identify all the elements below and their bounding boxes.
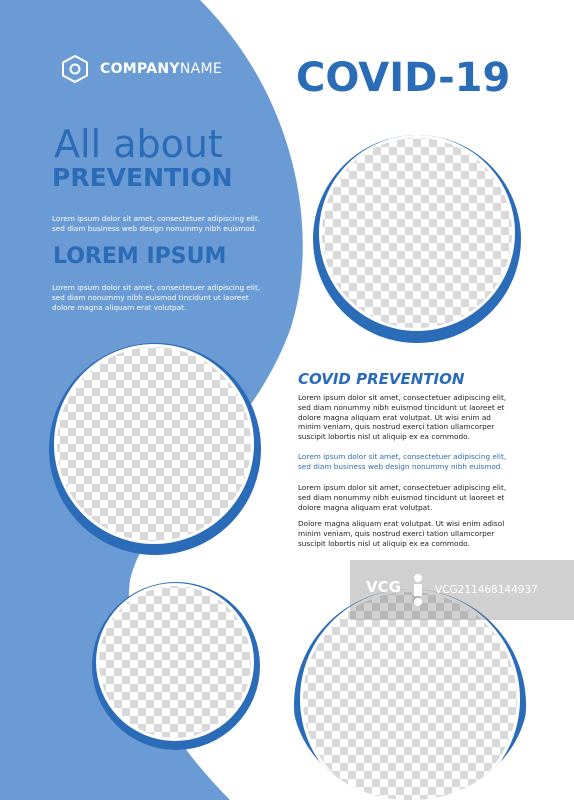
prevention-paragraph-3 — [298, 519, 504, 548]
text-line: sed diam business web design nonummy nibh euismod. — [298, 461, 503, 471]
hexagon-icon — [62, 55, 88, 83]
text-line: dolore magna aliquam erat volutpat. — [52, 303, 187, 312]
headline-all-about: All about — [54, 122, 223, 166]
watermark-mark-icon — [405, 572, 431, 608]
text-line: Lorem ipsum dolor sit amet, consectetuer adipiscing elit, — [52, 214, 261, 223]
page-title: COVID-19 — [296, 55, 511, 101]
watermark — [350, 560, 574, 620]
text-line: suscipit lobortis nisl ut aliquip ex ea commodo. — [298, 538, 470, 548]
text-line: suscipit lobortis nisl ut aliquip ex ea commodo. — [298, 432, 470, 442]
text-line: sed diam business web design nonummy nibh euismod. — [52, 224, 257, 233]
prevention-highlight — [298, 452, 506, 472]
photo-frame-bottom-left — [90, 580, 262, 752]
company-logo — [62, 55, 222, 83]
prevention-paragraph-1 — [298, 393, 506, 442]
text-line: Lorem ipsum dolor sit amet, consectetuer adipiscing elit, — [298, 393, 507, 402]
photo-frame-top-right — [309, 131, 525, 347]
headline-prevention: PREVENTION — [52, 163, 233, 192]
text-line: Lorem ipsum dolor sit amet, consectetuer adipiscing elit, — [298, 452, 507, 461]
photo-frame-middle-left — [44, 340, 266, 558]
text-line: dolore magna aliquam erat volutpat. Ut wisi enim ad — [298, 412, 491, 422]
intro-paragraph — [52, 214, 260, 234]
hero-body-paragraph — [52, 283, 260, 313]
company-name — [100, 61, 222, 77]
text-line: Dolore magna aliquam erat volutpat. Ut wisi enim adisol — [298, 519, 505, 528]
section-title-covid-prevention: COVID PREVENTION — [298, 370, 465, 388]
text-line: Lorem ipsum dolor sit amet, consectetuer adipiscing elit, — [52, 283, 261, 292]
text-line: minim veniam, quis nostrud exerci tation ullamcorper — [298, 528, 495, 538]
prevention-paragraph-2 — [298, 483, 506, 512]
text-line: sed diam nonummy nibh euismod tincidunt ut laoreet et — [298, 492, 505, 502]
text-line: dolore magna aliquam erat volutpat. — [298, 502, 433, 512]
text-line: sed diam nonummy nibh euismod tincidunt ut laoreet — [52, 293, 249, 302]
subheading-lorem-ipsum: LOREM IPSUM — [53, 244, 227, 269]
text-line: Lorem ipsum dolor sit amet, consectetuer adipiscing elit, — [298, 483, 507, 492]
watermark-logo: VCG — [366, 578, 401, 596]
text-line: sed diam nonummy nibh euismod tincidunt ut laoreet et — [298, 402, 505, 412]
company-name-bold: COMPANY — [100, 61, 180, 77]
watermark-id: VCG211468144937 — [435, 584, 538, 596]
text-line: minim veniam, quis nostrud exerci tation ullamcorper — [298, 422, 495, 432]
company-name-regular: NAME — [179, 61, 223, 77]
